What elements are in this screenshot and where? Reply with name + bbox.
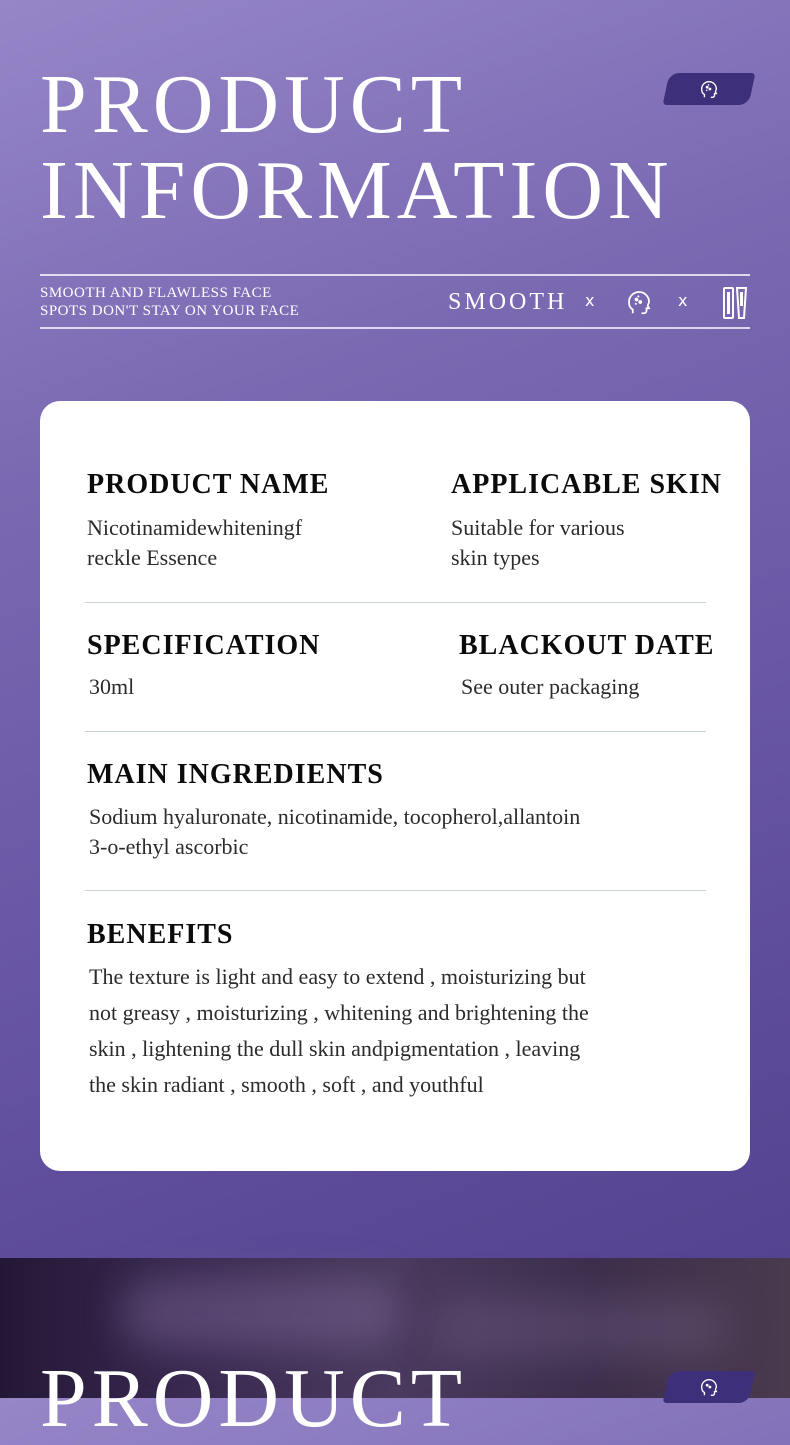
title-line-1: PRODUCT (40, 58, 468, 151)
benefits-line: not greasy , moisturizing , whitening and brightening the (89, 1000, 589, 1025)
tagline (40, 284, 299, 320)
product-name-line-2: reckle Essence (87, 545, 218, 570)
next-section-title: PRODUCT (40, 1352, 468, 1445)
main-ingredients-line-2: 3-o-ethyl ascorbic (89, 834, 249, 859)
applicable-skin-value (451, 513, 625, 573)
product-name-label: PRODUCT NAME (87, 469, 330, 500)
main-ingredients-line-1: Sodium hyaluronate, nicotinamide, tocopherol,allantoin (89, 804, 581, 829)
applicable-skin-line-1: Suitable for various (451, 515, 625, 540)
specification-value: 30ml (89, 674, 135, 699)
product-name-line-1: Nicotinamidewhiteningf (87, 515, 303, 540)
divider (85, 731, 706, 732)
main-ingredients-value (89, 802, 580, 862)
tube-icon (722, 286, 748, 320)
product-name-value (87, 513, 302, 573)
blackout-date-label: BLACKOUT DATE (459, 630, 715, 661)
background-blur (430, 1298, 730, 1358)
divider (85, 602, 706, 603)
benefits-value (89, 959, 649, 1103)
tagline-line-2: SPOTS DON'T STAY ON YOUR FACE (40, 303, 300, 319)
page-title (40, 58, 674, 237)
product-info-card (40, 401, 750, 1171)
face-icon (698, 1376, 720, 1398)
face-badge (663, 1371, 756, 1403)
title-line-2: INFORMATION (40, 144, 674, 237)
background-blur (120, 1278, 400, 1348)
face-badge (663, 73, 756, 105)
specification-label: SPECIFICATION (87, 630, 321, 661)
divider (85, 890, 706, 891)
tagline-bar (40, 274, 750, 329)
next-section-preview (0, 1258, 790, 1445)
benefits-label: BENEFITS (87, 919, 234, 950)
face-icon (698, 78, 720, 100)
main-ingredients-label: MAIN INGREDIENTS (87, 759, 384, 790)
applicable-skin-label: APPLICABLE SKIN (451, 469, 722, 500)
tagline-line-1: SMOOTH AND FLAWLESS FACE (40, 285, 272, 301)
blackout-date-value: See outer packaging (461, 674, 640, 699)
smooth-label: SMOOTH (448, 289, 568, 315)
applicable-skin-line-2: skin types (451, 545, 540, 570)
face-icon (624, 287, 654, 317)
benefits-line: skin , lightening the dull skin andpigmentation , leaving (89, 1036, 581, 1061)
separator-x: x (585, 291, 595, 310)
separator-x: x (678, 291, 688, 310)
benefits-line: The texture is light and easy to extend , moisturizing but (89, 964, 586, 989)
benefits-line: the skin radiant , smooth , soft , and youthful (89, 1072, 484, 1097)
